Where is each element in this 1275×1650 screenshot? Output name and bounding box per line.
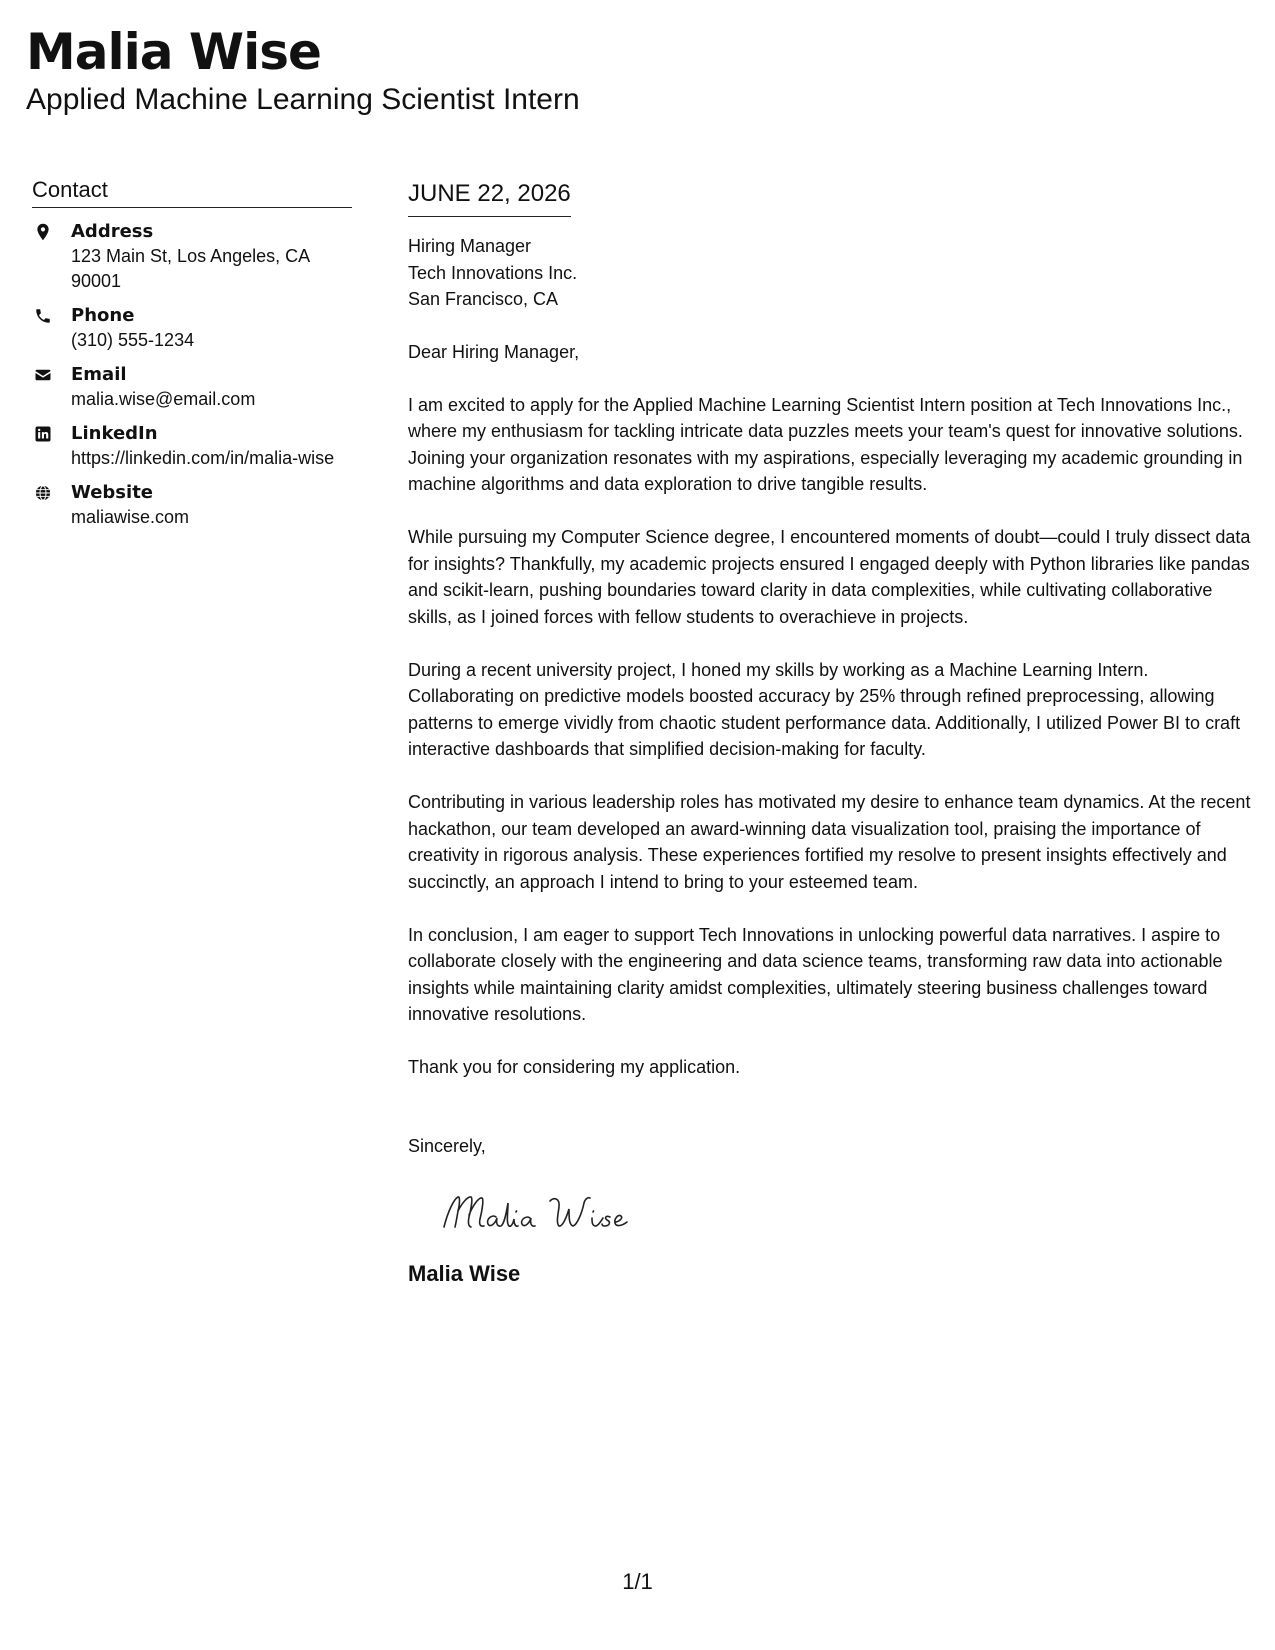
letter-date: JUNE 22, 2026: [408, 178, 571, 217]
envelope-icon: [34, 366, 52, 384]
globe-icon: [34, 484, 52, 502]
linkedin-icon: [34, 425, 52, 443]
recipient-block: [408, 233, 1253, 313]
body-paragraph: In conclusion, I am eager to support Tech Innovations in unlocking powerful data narratives. I aspire to collaborate closely with the engineering and data science teams, transforming raw data into actionable insights while maintaining clarity amidst complexities, ultimately steering business challenges toward innovative resolutions.: [408, 924, 1223, 1024]
contact-label: Website: [71, 482, 154, 503]
body-paragraph: Contributing in various leadership roles has motivated my desire to enhance team dynamics. At the recent hackathon, our team developed an award-winning data visualization tool, praising the importance of creativity in rigorous analysis. These experiences fortified my resolve to present insights effectively and succinctly, an approach I intend to bring to your esteemed team.: [408, 792, 1251, 892]
applicant-name: Malia Wise: [26, 23, 321, 81]
body-paragraph: Thank you for considering my application.: [408, 1057, 741, 1077]
phone-value: (310) 555-1234: [71, 330, 195, 350]
contact-heading: Contact: [32, 176, 352, 208]
recipient-line: San Francisco, CA: [408, 289, 559, 309]
body-paragraph: During a recent university project, I honed my skills by working as a Machine Learning Intern. Collaborating on predictive models boosted accuracy by 25% through refined preprocessing, allowing patterns to emerge vividly from chaotic student performance data. Additionally, I utilized Power BI to craft interactive dashboards that simplified decision-making for faculty.: [408, 659, 1241, 759]
contact-sidebar: [32, 176, 352, 530]
handwritten-signature: [438, 1181, 648, 1241]
linkedin-value[interactable]: https://linkedin.com/in/malia-wise: [71, 448, 335, 468]
address-value: 123 Main St, Los Angeles, CA 90001: [71, 246, 310, 291]
page-number: 1/1: [622, 1569, 653, 1594]
phone-icon: [34, 307, 52, 325]
contact-label: Email: [71, 364, 127, 385]
body-paragraph: While pursuing my Computer Science degree, I encountered moments of doubt—could I truly dissect data for insights? Thankfully, my academic projects ensured I engaged deeply with Python libraries like pandas and scikit-learn, pushing boundaries toward clarity in data complexities, while cultivating collaborative skills, as I joined forces with fellow students to overachieve in projects.: [408, 527, 1251, 627]
map-pin-icon: [34, 223, 52, 241]
contact-item-website: [32, 481, 352, 530]
contact-item-email: [32, 363, 352, 412]
website-value[interactable]: maliawise.com: [71, 507, 190, 527]
contact-item-linkedin: [32, 422, 352, 471]
recipient-line: Tech Innovations Inc.: [408, 262, 578, 283]
recipient-line: Hiring Manager: [408, 236, 532, 256]
letter-body: [408, 178, 1253, 1288]
contact-list: [32, 220, 352, 530]
email-value[interactable]: malia.wise@email.com: [71, 389, 256, 409]
contact-item-phone: [32, 304, 352, 353]
contact-label: Address: [71, 221, 154, 242]
job-title: Applied Machine Learning Scientist Intern: [26, 83, 580, 116]
contact-label: LinkedIn: [71, 423, 158, 444]
body-paragraph: I am excited to apply for the Applied Machine Learning Scientist Intern position at Tech Innovations Inc., where my enthusiasm for tackling intricate data puzzles meets your team's quest for innovative solutions. Joining your organization resonates with my aspirations, especially leveraging my academic grounding in machine algorithms and data exploration to drive tangible results.: [408, 394, 1243, 494]
closing: Sincerely,: [408, 1135, 486, 1156]
signer-name: Malia Wise: [408, 1261, 521, 1286]
contact-item-address: [32, 220, 352, 294]
contact-label: Phone: [71, 305, 135, 326]
salutation: Dear Hiring Manager,: [408, 341, 580, 362]
